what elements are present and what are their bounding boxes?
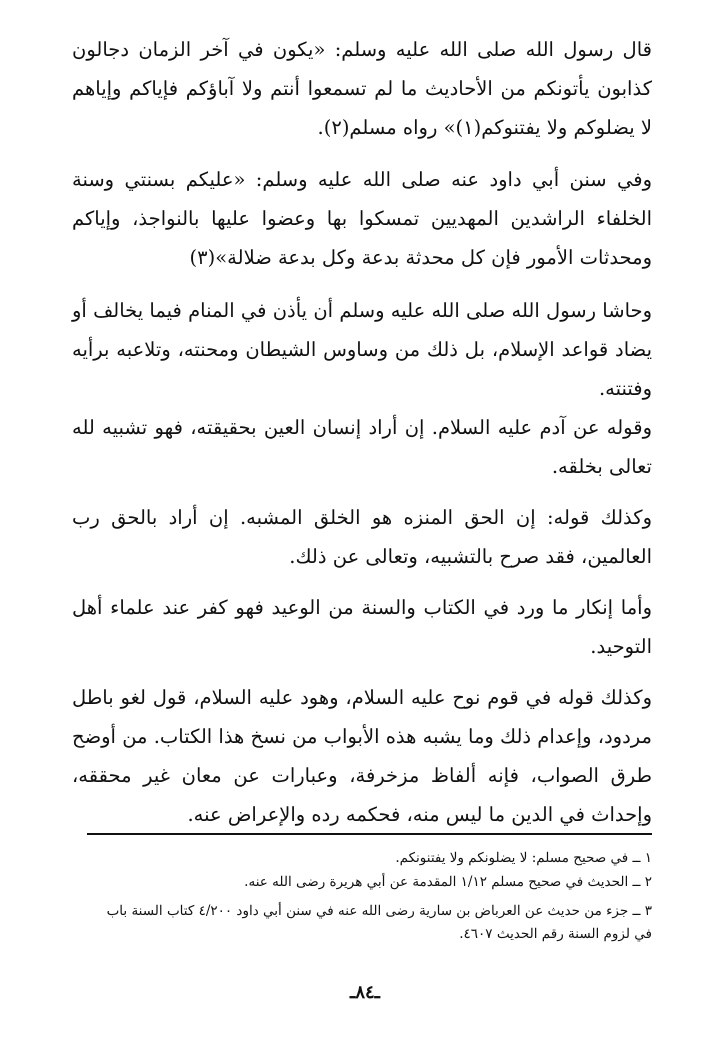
footnotes xyxy=(87,846,652,946)
footnote-2: ٢ ــ الحديث في صحيح مسلم ١/١٢ المقدمة عن أبي هريرة رضى الله عنه. xyxy=(244,874,652,890)
paragraph-hadith-dajjalun: قال رسول الله صلى الله عليه وسلم: «يكون في آخر الزمان دجالون كذابون يأتونكم من الأحاديث ما لم تسمعوا أنتم ولا آباؤكم فإياكم وإياهم لا يضلوكم ولا يفتنوكم(١)» رواه مسلم(٢). xyxy=(72,38,652,139)
footnote-divider xyxy=(87,833,652,835)
footnote-3: ٣ ــ جزء من حديث عن العرباض بن سارية رضى الله عنه في سنن أبي داود ٤/٢٠٠ كتاب السنة باب في لزوم السنة رقم الحديث ٤٦٠٧. xyxy=(106,903,652,942)
paragraph-waid: وأما إنكار ما ورد في الكتاب والسنة من الوعيد فهو كفر عند علماء أهل التوحيد. xyxy=(72,596,652,658)
footnote-1: ١ ــ في صحيح مسلم: لا يضلونكم ولا يفتنونكم. xyxy=(395,850,652,866)
paragraph-adam: وقوله عن آدم عليه السلام. إن أراد إنسان العين بحقيقته، فهو تشبيه لله تعالى بخلقه. xyxy=(72,416,652,478)
main-text xyxy=(72,30,652,834)
paragraph-nuh-hud: وكذلك قوله في قوم نوح عليه السلام، وهود عليه السلام، قول لغو باطل مردود، وإعدام ذلك وما يشبه هذه الأبواب من نسخ هذا الكتاب. من أوضح طرق الصواب، فإنه ألفاظ مزخرفة، وعبارات عن معان غير محققه، وإحداث في الدين ما ليس منه، فحكمه رده والإعراض عنه. xyxy=(72,686,652,826)
paragraph-dream: وحاشا رسول الله صلى الله عليه وسلم أن يأذن في المنام فيما يخالف أو يضاد قواعد الإسلام، بل ذلك من وساوس الشيطان ومحنته، وتلاعبه برأيه وفتنته. xyxy=(72,299,652,400)
page-number: ـ٨٤ـ xyxy=(350,982,380,1003)
paragraph-haqq: وكذلك قوله: إن الحق المنزه هو الخلق المشبه. إن أراد بالحق رب العالمين، فقد صرح بالتشبيه، وتعالى عن ذلك. xyxy=(72,506,652,568)
paragraph-abu-dawud-sunnah: وفي سنن أبي داود عنه صلى الله عليه وسلم: «عليكم بسنتي وسنة الخلفاء الراشدين المهديين تمسكوا بها وعضوا عليها بالنواجذ، وإياكم ومحدثات الأمور فإن كل محدثة بدعة وكل بدعة ضلالة»(٣) xyxy=(72,168,652,269)
